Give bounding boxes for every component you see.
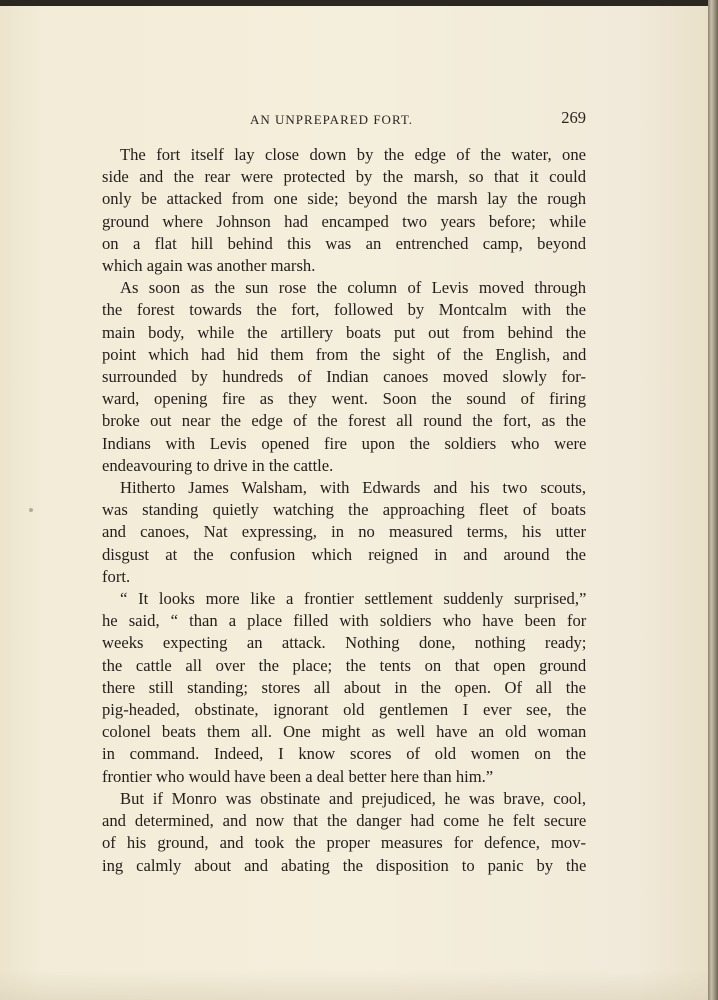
text-line: Indians with Levis opened fire upon the soldiers who were bbox=[102, 433, 587, 453]
text-line: which again was another marsh. bbox=[102, 256, 316, 276]
page-edge bbox=[708, 0, 718, 1000]
text-line: As soon as the sun rose the column of Levis moved through bbox=[120, 278, 586, 298]
text-line: main body, while the artillery boats put out from behind the bbox=[102, 322, 586, 342]
text-line: point which had hid them from the sight of the English, and bbox=[102, 344, 587, 364]
page-number: 269 bbox=[561, 108, 586, 127]
text-line: in command. Indeed, I know scores of old women on the bbox=[102, 744, 586, 764]
text-line: disgust at the confusion which reigned in and around the bbox=[102, 544, 586, 564]
running-head: AN UNPREPARED FORT. bbox=[250, 112, 414, 127]
text-line: surrounded by hundreds of Indian canoes moved slowly for- bbox=[102, 367, 586, 387]
text-line: and determined, and now that the danger had come he felt secure bbox=[102, 811, 587, 831]
text-line: broke out near the edge of the forest all round the fort, as the bbox=[102, 411, 586, 431]
text-line: But if Monro was obstinate and prejudiced, he was brave, cool, bbox=[120, 788, 586, 808]
text-line: he said, “ than a place filled with soldiers who have been for bbox=[102, 611, 587, 631]
text-line: the forest towards the fort, followed by Montcalm with the bbox=[102, 300, 586, 320]
paragraph bbox=[102, 588, 586, 788]
body-text bbox=[102, 144, 586, 877]
text-line: “ It looks more like a frontier settlement suddenly surprised,” bbox=[120, 589, 587, 609]
text-line: there still standing; stores all about in the open. Of all the bbox=[102, 677, 586, 697]
text-line: The fort itself lay close down by the edge of the water, one bbox=[120, 145, 586, 164]
text-line: colonel beats them all. One might as well have an old woman bbox=[102, 722, 587, 742]
text-line: endeavouring to drive in the cattle. bbox=[102, 455, 334, 475]
text-line: fort. bbox=[102, 566, 131, 586]
text-line: and canoes, Nat expressing, in no measured terms, his utter bbox=[102, 522, 586, 542]
text-line: weeks expecting an attack. Nothing done, nothing ready; bbox=[102, 633, 587, 653]
text-line: ing calmly about and abating the disposition to panic by the bbox=[102, 855, 587, 875]
text-line: of his ground, and took the proper measures for defence, mov- bbox=[102, 833, 586, 853]
text-line: on a flat hill behind this was an entrenched camp, beyond bbox=[102, 233, 587, 253]
paper-speck bbox=[29, 508, 33, 512]
paragraph bbox=[102, 477, 586, 588]
text-line: only be attacked from one side; beyond the marsh lay the rough bbox=[102, 189, 586, 209]
text-line: pig-headed, obstinate, ignorant old gentlemen I ever see, the bbox=[102, 700, 587, 720]
paragraph bbox=[102, 144, 586, 277]
text-line: was standing quietly watching the approaching fleet of boats bbox=[102, 500, 586, 520]
text-line: Hitherto James Walsham, with Edwards and his two scouts, bbox=[120, 478, 586, 498]
text-line: ward, opening fire as they went. Soon the sound of firing bbox=[102, 389, 586, 409]
text-line: the cattle all over the place; the tents on that open ground bbox=[102, 655, 587, 675]
paragraph bbox=[102, 277, 586, 477]
text-line: side and the rear were protected by the marsh, so that it could bbox=[102, 167, 586, 187]
book-page bbox=[0, 6, 708, 1000]
page-header bbox=[102, 108, 586, 132]
paragraph bbox=[102, 788, 586, 877]
text-line: ground where Johnson had encamped two years before; while bbox=[102, 211, 587, 231]
text-line: frontier who would have been a deal better here than him.” bbox=[102, 766, 494, 786]
